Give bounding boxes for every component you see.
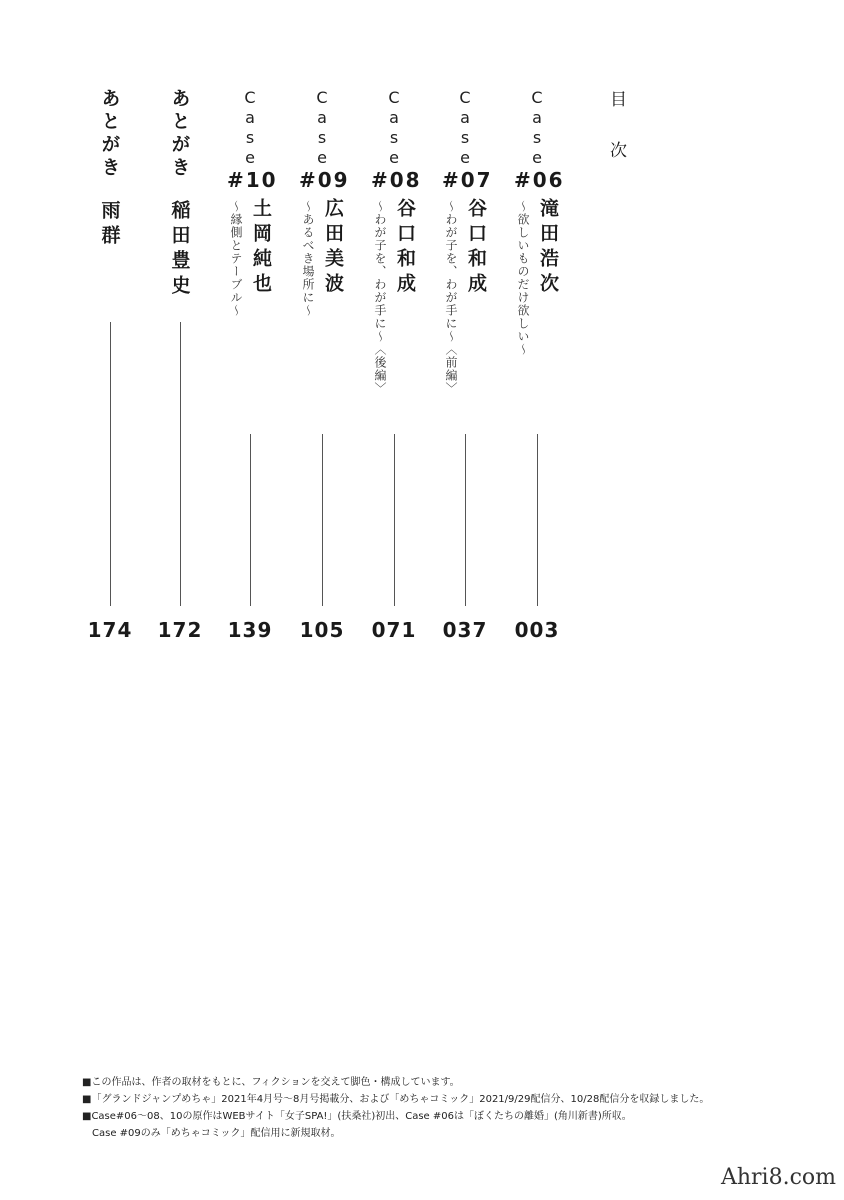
afterword-author: 稲田豊史 <box>168 200 191 300</box>
leader-line <box>110 322 111 606</box>
page-number: 139 <box>227 618 273 642</box>
entry-author: 谷口和成 <box>394 198 416 298</box>
page-number: 071 <box>371 618 417 642</box>
page-number: 105 <box>299 618 345 642</box>
entry-author: 広田美波 <box>322 198 344 298</box>
case-number: #06 <box>514 168 565 192</box>
entry-subtitle: 〜縁側とテーブル〜 <box>229 200 243 317</box>
afterword-author: 雨群 <box>98 200 121 250</box>
leader-line <box>394 434 395 606</box>
page-number: 172 <box>157 618 203 642</box>
entry-subtitle: 〜わが子を、わが手に〜〈前編〉 <box>444 200 458 395</box>
toc-entry-case-06[interactable] <box>514 88 565 648</box>
page-number: 003 <box>514 618 560 642</box>
toc-entry-case-10[interactable] <box>227 88 278 648</box>
toc-entry-afterword-amemura[interactable] <box>87 88 133 648</box>
toc-entry-afterword-inada[interactable] <box>157 88 203 648</box>
entry-author: 滝田浩次 <box>537 198 559 298</box>
note-line: ■この作品は、作者の取材をもとに、フィクションを交えて脚色・構成しています。 <box>82 1077 460 1088</box>
case-label: Case <box>312 88 332 168</box>
toc-entry-case-08[interactable] <box>371 88 422 648</box>
note-line: Case #09のみ「めちゃコミック」配信用に新規取材。 <box>82 1128 341 1139</box>
note-line: ■「グランドジャンプめちゃ」2021年4月号〜8月号掲載分、および「めちゃコミック」2021/9/29配信分、10/28配信分を収録しました。 <box>82 1094 710 1105</box>
case-number: #07 <box>442 168 493 192</box>
toc-entry-case-09[interactable] <box>299 88 350 648</box>
case-number: #08 <box>371 168 422 192</box>
case-number: #09 <box>299 168 350 192</box>
leader-line <box>250 434 251 606</box>
entry-subtitle: 〜あるべき場所に〜 <box>301 200 315 317</box>
case-label: Case <box>240 88 260 168</box>
page-number: 037 <box>442 618 488 642</box>
leader-line <box>322 434 323 606</box>
toc-entry-case-07[interactable] <box>442 88 493 648</box>
leader-line <box>537 434 538 606</box>
entry-author: 土岡純也 <box>250 198 272 298</box>
afterword-title: あとがき <box>98 88 121 180</box>
page-number: 174 <box>87 618 133 642</box>
entry-subtitle: 〜わが子を、わが手に〜〈後編〉 <box>373 200 387 395</box>
entry-subtitle: 〜欲しいものだけ欲しい〜 <box>516 200 530 356</box>
leader-line <box>180 322 181 606</box>
case-label: Case <box>527 88 547 168</box>
case-label: Case <box>384 88 404 168</box>
publication-notes <box>82 1074 709 1142</box>
case-label: Case <box>455 88 475 168</box>
leader-line <box>465 434 466 606</box>
toc-heading: 目次 <box>606 90 626 192</box>
afterword-title: あとがき <box>168 88 191 180</box>
watermark: Ahri8.com <box>720 1165 836 1190</box>
case-number: #10 <box>227 168 278 192</box>
entry-author: 谷口和成 <box>465 198 487 298</box>
note-line: ■Case#06〜08、10の原作はWEBサイト「女子SPA!」(扶桑社)初出、Case #06は「ぼくたちの離婚」(角川新書)所収。 <box>82 1111 632 1122</box>
